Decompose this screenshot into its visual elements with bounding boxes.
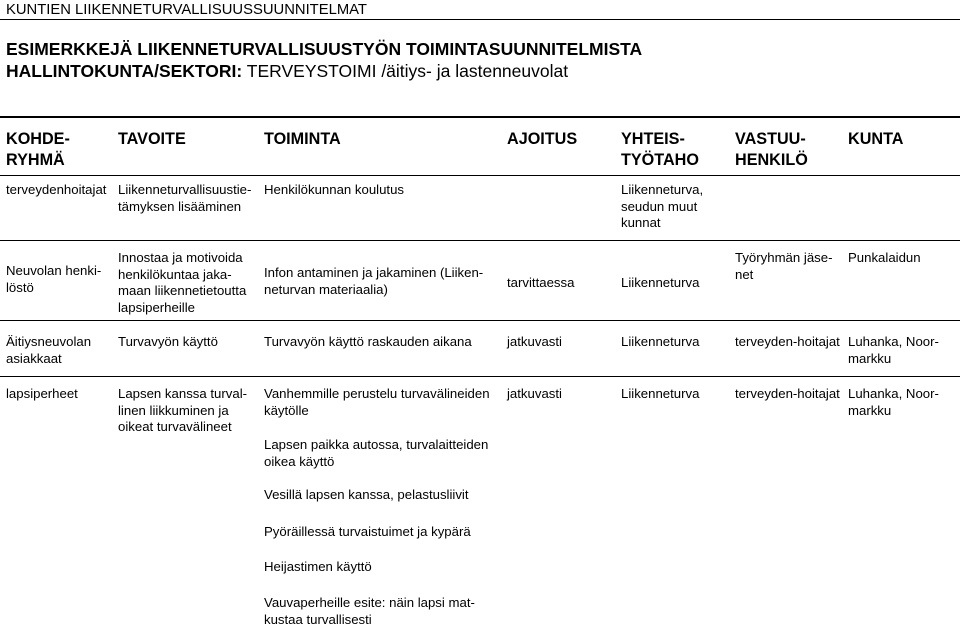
rule-row2-bottom	[0, 320, 960, 321]
rule-row1-bottom	[0, 240, 960, 241]
row3-kohderyhma: Äitiysneuvolan asiakkaat	[6, 334, 92, 366]
row2-tavoite: Innostaa ja motivoida henkilökuntaa jaka- maan liikennetietoutta lapsiperheille	[118, 250, 247, 315]
row2-toiminta: Infon antaminen ja jakaminen (Liiken- neturvan materiaalia)	[264, 265, 484, 297]
row3-yhteistyotaho: Liikenneturva	[621, 334, 700, 349]
main-title: ESIMERKKEJÄ LIIKENNETURVALLISUUSTYÖN TOIMINTASUUNNITELMISTA	[6, 39, 643, 59]
header-toiminta: TOIMINTA	[264, 130, 341, 148]
sector-value: TERVEYSTOIMI /äitiys- ja lastenneuvolat	[242, 61, 569, 81]
header-kunta: KUNTA	[848, 130, 904, 148]
header-yhteistyotaho: YHTEIS- TYÖTAHO	[621, 130, 699, 169]
row4-ajoitus: jatkuvasti	[507, 386, 562, 401]
document-header: KUNTIEN LIIKENNETURVALLISUUSSUUNNITELMAT	[6, 2, 367, 18]
sector-label: HALLINTOKUNTA/SEKTORI:	[6, 61, 243, 81]
row4-toiminta-item: Vanhemmille perustelu turvavälineiden käytölle	[264, 386, 490, 418]
row3-ajoitus: jatkuvasti	[507, 334, 562, 349]
row2-kohderyhma: Neuvolan henki- löstö	[6, 263, 102, 295]
header-kohderyhma: KOHDE- RYHMÄ	[6, 130, 70, 169]
rule-header-bottom	[0, 175, 960, 176]
row4-tavoite: Lapsen kanssa turval- linen liikkuminen ja oikeat turvavälineet	[118, 386, 248, 434]
row1-yhteistyotaho: Liikenneturva, seudun muut kunnat	[621, 182, 704, 230]
header-ajoitus: AJOITUS	[507, 130, 578, 148]
rule-top	[0, 19, 960, 20]
row2-kunta: Punkalaidun	[848, 250, 921, 265]
sector-line	[6, 61, 568, 82]
row4-toiminta-item: Heijastimen käyttö	[264, 559, 372, 574]
rule-row3-bottom	[0, 376, 960, 377]
row4-toiminta-item: Lapsen paikka autossa, turvalaitteiden oikea käyttö	[264, 437, 489, 469]
rule-table-top	[0, 116, 960, 118]
row3-vastuuhenkilo: terveyden-hoitajat	[735, 334, 840, 349]
row2-vastuuhenkilo: Työryhmän jäse- net	[735, 250, 833, 282]
row4-vastuuhenkilo: terveyden-hoitajat	[735, 386, 840, 401]
row2-ajoitus: tarvittaessa	[507, 275, 575, 290]
row4-toiminta-item: Pyöräillessä turvaistuimet ja kypärä	[264, 524, 471, 539]
row1-kohderyhma: terveydenhoitajat	[6, 182, 107, 197]
row4-toiminta-item: Vesillä lapsen kanssa, pelastusliivit	[264, 487, 469, 502]
row1-tavoite: Liikenneturvallisuustie- tämyksen lisääminen	[118, 182, 252, 214]
row4-yhteistyotaho: Liikenneturva	[621, 386, 700, 401]
row4-kohderyhma: lapsiperheet	[6, 386, 78, 401]
row4-toiminta-item: Vauvaperheille esite: näin lapsi mat- kustaa turvallisesti	[264, 595, 475, 627]
row3-toiminta: Turvavyön käyttö raskauden aikana	[264, 334, 472, 349]
header-vastuuhenkilo: VASTUU- HENKILÖ	[735, 130, 808, 169]
row3-kunta: Luhanka, Noor- markku	[848, 334, 939, 366]
row2-yhteistyotaho: Liikenneturva	[621, 275, 700, 290]
row1-toiminta: Henkilökunnan koulutus	[264, 182, 405, 197]
row4-kunta: Luhanka, Noor- markku	[848, 386, 939, 418]
row3-tavoite: Turvavyön käyttö	[118, 334, 218, 349]
header-tavoite: TAVOITE	[118, 130, 186, 148]
